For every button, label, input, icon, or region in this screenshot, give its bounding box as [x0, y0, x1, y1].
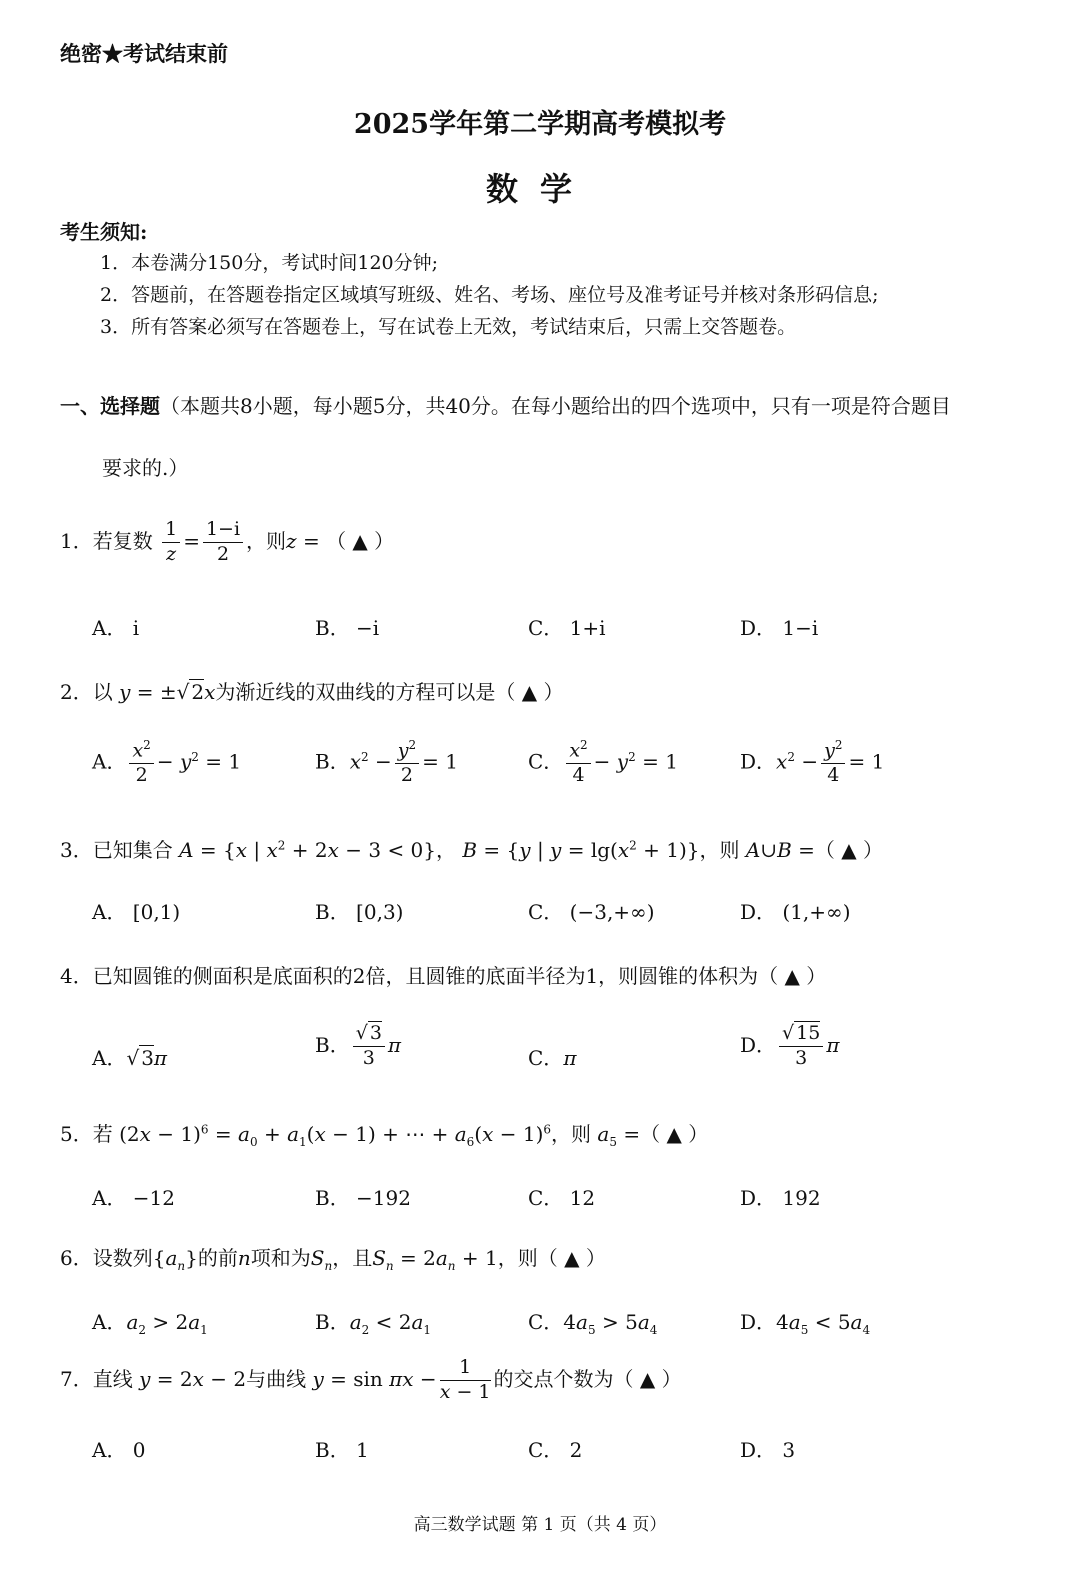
q-text: 若复数: [92, 528, 153, 553]
q-text: ，则: [551, 1122, 592, 1146]
q-text: 直线: [92, 1366, 133, 1391]
q-text: 设数列: [92, 1246, 153, 1270]
q-var: z: [286, 528, 297, 553]
q-text: ，且: [332, 1246, 373, 1270]
q-num: 3．: [60, 838, 93, 862]
q-num: 7．: [60, 1366, 93, 1391]
q1-option-a: A． i: [92, 616, 140, 640]
section-heading: [60, 390, 951, 419]
fraction: $\frac{1}{x - 1}$: [439, 1356, 491, 1403]
question-1: 1．若复数 $\frac{1}{z}$ = $\frac{1-i}{2}$ ，则z = （ ▲ ）: [60, 518, 395, 565]
exam-title: 2025学年第二学期高考模拟考: [353, 109, 727, 140]
q-num: 2．: [60, 680, 93, 704]
q-num: 1．: [60, 528, 93, 553]
q-num: 4．: [60, 964, 93, 988]
notice-item-2: 2．答题前，在答题卷指定区域填写班级、姓名、考场、座位号及准考证号并核对条形码信息;: [100, 284, 879, 306]
q-num: 5．: [60, 1122, 93, 1146]
page-footer: 高三数学试题 第 1 页（共 4 页）: [413, 1515, 667, 1535]
q2-option-c: C． $\frac{x^2}{4}$ − $y^2 = 1$: [528, 738, 678, 787]
confidential-mark: 绝密★考试结束前: [60, 41, 228, 66]
q-text: 已知集合: [92, 838, 173, 862]
q-num: 6．: [60, 1246, 93, 1270]
q5-option-a: A． −12: [92, 1186, 176, 1210]
q-text: = （ ▲ ）: [296, 528, 395, 553]
q-text: 的交点个数为（ ▲ ）: [493, 1366, 682, 1391]
q7-option-a: A． 0: [92, 1438, 146, 1462]
fraction: $\frac{1}{z}$: [162, 518, 180, 567]
notice-heading: 考生须知:: [60, 220, 148, 244]
q3-option-c: C． (−3,+∞): [528, 900, 655, 924]
q4-option-b: B． $\frac{√ 3}{3}$ π: [315, 1022, 402, 1069]
q6-option-d: D．$4a_5 < 5a_4$: [740, 1310, 871, 1337]
q7-option-b: B． 1: [315, 1438, 369, 1462]
q1-option-b: B． −i: [315, 616, 380, 640]
q6-option-a: A．$a_2 > 2a_1$: [92, 1310, 208, 1337]
q-text: ，: [436, 838, 457, 862]
q-text: 若: [92, 1122, 113, 1146]
q-text: （ ▲ ）: [640, 1122, 709, 1146]
notice-item-1: 1．本卷满分150分，考试时间120分钟;: [100, 252, 439, 274]
notice-item-3: 3．所有答案必须写在答题卷上，写在试卷上无效，考试结束后，只需上交答题卷。: [100, 316, 797, 338]
q-text: 已知圆锥的侧面积是底面积的2倍，且圆锥的底面半径为1，则圆锥的体积为（ ▲ ）: [92, 964, 827, 988]
fraction: $\frac{1-i}{2}$: [203, 518, 243, 567]
q7-option-d: D． 3: [740, 1438, 796, 1462]
section-desc-cont: 要求的.）: [102, 456, 189, 480]
q1-option-c: C． 1+i: [528, 616, 606, 640]
q-text: （ ▲ ）: [814, 838, 884, 862]
q-text: ，则（ ▲ ）: [497, 1246, 606, 1270]
q-text: 以: [92, 680, 113, 704]
q-text: ，则: [246, 528, 287, 553]
q4-option-a: A．√ 3π: [92, 1046, 168, 1070]
q3-option-b: B． [0,3): [315, 900, 404, 924]
q5-option-c: C． 12: [528, 1186, 596, 1210]
q2-option-a: A． $\frac{x^2}{2}$ − $y^2 = 1$: [92, 738, 242, 787]
question-3: 3．已知集合 A = {x | $x^2 + 2x - 3 < 0$}， B = {y | $y = \lg(x^2 + 1)$}，则 A∪B =（ ▲ ）: [60, 838, 884, 862]
question-7: 7．直线 y = 2x − 2与曲线 y = sin πx − $\frac{1}{x - 1}$ 的交点个数为（ ▲ ）: [60, 1356, 682, 1403]
q6-option-b: B．$a_2 < 2a_1$: [315, 1310, 432, 1337]
question-6: 6．设数列$\{a_n\}$的前n项和为$S_n$，且$S_n = 2a_n + 1$，则（ ▲ ）: [60, 1246, 606, 1273]
q-text: 的前: [197, 1246, 238, 1270]
q7-option-c: C． 2: [528, 1438, 583, 1462]
question-5: 5．若 $(2x - 1)^6 = a_0 + a_1(x - 1)$ + ⋯ + $a_6(x - 1)^6$，则 $a_5$ =（ ▲ ）: [60, 1122, 709, 1149]
q-text: 与曲线: [246, 1366, 307, 1391]
question-4: [60, 960, 826, 989]
question-2: 2．以 y = ±√ 2x为渐近线的双曲线的方程可以是（ ▲ ）: [60, 680, 564, 704]
subject-title: 数学: [485, 170, 594, 208]
q4-option-d: D． $\frac{√ 15}{3}$ π: [740, 1022, 840, 1069]
q5-option-b: B． −192: [315, 1186, 411, 1210]
q3-option-a: A． [0,1): [92, 900, 181, 924]
q-text: 为渐近线的双曲线的方程可以是（ ▲ ）: [215, 680, 564, 704]
q-text: ，则: [699, 838, 740, 862]
q4-option-c: C．π: [528, 1046, 577, 1070]
q2-option-d: D．$x^2$ − $\frac{y^2}{4}$ = 1: [740, 738, 885, 787]
q-text: 项和为: [250, 1246, 311, 1270]
q3-option-d: D． (1,+∞): [740, 900, 851, 924]
section-label: 一、选择题: [60, 394, 160, 418]
q5-option-d: D． 192: [740, 1186, 821, 1210]
q6-option-c: C．$4a_5 > 5a_4$: [528, 1310, 658, 1337]
section-desc: （本题共8小题，每小题5分，共40分。在每小题给出的四个选项中，只有一项是符合题目: [160, 394, 951, 418]
q2-option-b: B．$x^2$ − $\frac{y^2}{2}$ = 1: [315, 738, 458, 787]
q1-option-d: D． 1−i: [740, 616, 819, 640]
